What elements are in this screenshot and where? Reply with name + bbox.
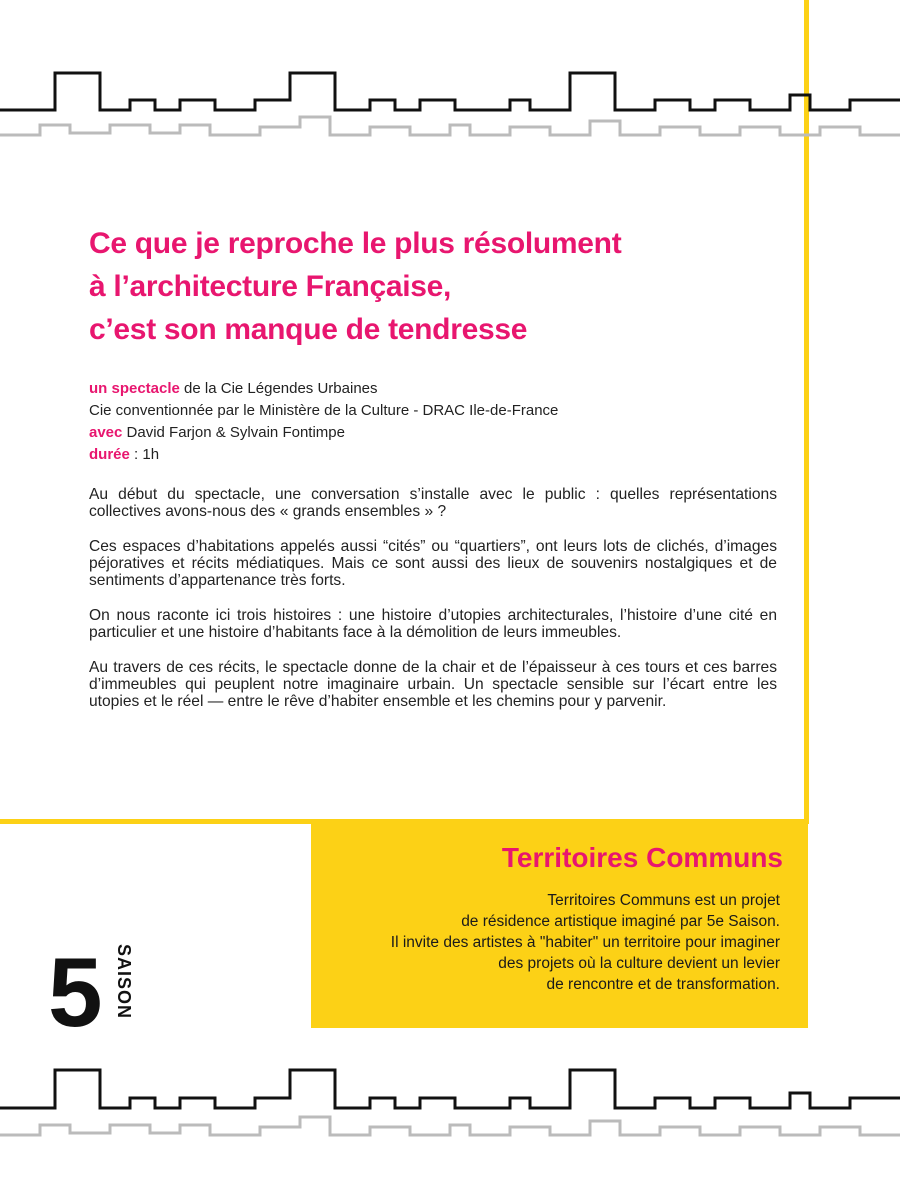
credit-cast-label: avec — [89, 424, 123, 441]
box-line: des projets où la culture devient un levier — [498, 955, 780, 972]
credit-show-label: un spectacle — [89, 380, 180, 397]
description-paragraph: Ces espaces d’habitations appelés aussi “cités” ou “quartiers”, ont leurs lots de clichés, d’images péjoratives et récits médiatiques. Mais ce sont aussi des lieux de souvenirs nostalgiques et de sentiments d’appartenance très forts. — [89, 538, 777, 589]
credit-company-note: Cie conventionnée par le Ministère de la Culture - DRAC Ile-de-France — [89, 402, 559, 419]
logo-word: SAISON — [114, 944, 134, 1020]
territoires-communs-box — [311, 824, 808, 1028]
description-paragraph: Au travers de ces récits, le spectacle donne de la chair et de l’épaisseur à ces tours et ces barres d’immeubles qui peuplent notre imaginaire urbain. Un spectacle sensible sur l’écart entre les utopies et le réel — entre le rêve d’habiter ensemble et les chemins pour y parvenir. — [89, 659, 777, 710]
page-title — [89, 222, 621, 351]
box-line: Il invite des artistes à "habiter" un territoire pour imaginer — [390, 934, 780, 951]
box-line: de rencontre et de transformation. — [546, 976, 780, 993]
box-line: Territoires Communs est un projet — [547, 892, 780, 909]
show-credits — [89, 378, 558, 466]
description — [89, 486, 777, 728]
box-title: Territoires Communs — [501, 842, 783, 873]
credit-show-value: de la Cie Légendes Urbaines — [179, 380, 378, 397]
credit-cast-value: David Farjon & Sylvain Fontimpe — [122, 424, 345, 441]
skyline-illustration-bottom — [0, 1050, 900, 1150]
logo-number: 5 — [48, 937, 103, 1047]
box-text — [391, 890, 780, 995]
credit-duration — [89, 444, 558, 466]
skyline-illustration-top — [0, 55, 900, 155]
title-line: Ce que je reproche le plus résolument — [89, 227, 622, 260]
credit-show — [89, 378, 558, 400]
5e-saison-logo — [48, 937, 138, 1050]
box-line: de résidence artistique imaginé par 5e Saison. — [461, 913, 780, 930]
title-line: à l’architecture Française, — [89, 270, 452, 303]
description-paragraph: Au début du spectacle, une conversation s’installe avec le public : quelles représentations collectives avons-nous des « grands ensembles » ? — [89, 486, 777, 520]
title-line: c’est son manque de tendresse — [89, 313, 528, 346]
credit-cast — [89, 422, 558, 444]
credit-duration-label: durée — [89, 446, 130, 463]
credit-duration-value: : 1h — [129, 446, 160, 463]
description-paragraph: On nous raconte ici trois histoires : une histoire d’utopies architecturales, l’histoire d’une cité en particulier et une histoire d’habitants face à la démolition de leurs immeubles. — [89, 607, 777, 641]
